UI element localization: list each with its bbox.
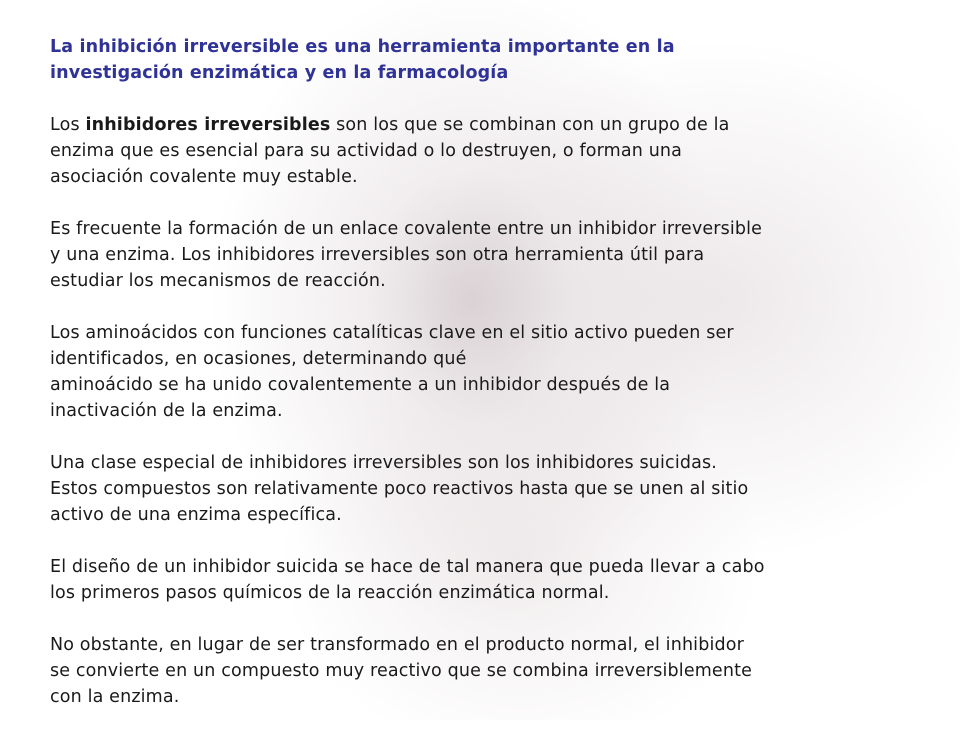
heading-line-1: La inhibición irreversible es una herramienta importante en la: [50, 37, 675, 57]
paragraph-6-line-2: se convierte en un compuesto muy reactivo que se combina irreversiblemente: [50, 661, 753, 681]
paragraph-4-line-2: Estos compuestos son relativamente poco reactivos hasta que se unen al sitio: [50, 479, 749, 499]
paragraph-6-line-3: con la enzima.: [50, 687, 180, 707]
paragraph-6: [50, 632, 920, 710]
paragraph-1-prefix: Los: [50, 115, 86, 135]
paragraph-5: [50, 554, 920, 606]
paragraph-1-bold-term: inhibidores irreversibles: [85, 115, 331, 135]
paragraph-1: [50, 112, 920, 190]
paragraph-6-line-1: No obstante, en lugar de ser transformado en el producto normal, el inhibidor: [50, 635, 744, 655]
paragraph-3-line-4: inactivación de la enzima.: [50, 401, 283, 421]
paragraph-5-line-1: El diseño de un inhibidor suicida se hace de tal manera que pueda llevar a cabo: [50, 557, 765, 577]
paragraph-1-suffix: son los que se combinan con un grupo de la: [330, 115, 730, 135]
paragraph-1-line-1: [50, 112, 920, 138]
slide-content: [50, 34, 920, 736]
paragraph-2: [50, 216, 920, 294]
paragraph-3-line-1: Los aminoácidos con funciones catalíticas clave en el sitio activo pueden ser: [50, 323, 734, 343]
paragraph-1-line-3: asociación covalente muy estable.: [50, 167, 358, 187]
slide-heading: [50, 34, 920, 86]
paragraph-2-line-1: Es frecuente la formación de un enlace covalente entre un inhibidor irreversible: [50, 219, 763, 239]
paragraph-5-line-2: los primeros pasos químicos de la reacción enzimática normal.: [50, 583, 610, 603]
paragraph-4-line-3: activo de una enzima específica.: [50, 505, 342, 525]
paragraph-3-line-3: aminoácido se ha unido covalentemente a un inhibidor después de la: [50, 375, 671, 395]
paragraph-3: [50, 320, 920, 424]
paragraph-2-line-2: y una enzima. Los inhibidores irreversibles son otra herramienta útil para: [50, 245, 705, 265]
paragraph-2-line-3: estudiar los mecanismos de reacción.: [50, 271, 386, 291]
heading-line-2: investigación enzimática y en la farmacología: [50, 63, 509, 83]
paragraph-4: [50, 450, 920, 528]
paragraph-1-line-2: enzima que es esencial para su actividad o lo destruyen, o forman una: [50, 141, 683, 161]
paragraph-4-line-1: Una clase especial de inhibidores irreversibles son los inhibidores suicidas.: [50, 453, 717, 473]
paragraph-3-line-2: identificados, en ocasiones, determinando qué: [50, 349, 467, 369]
